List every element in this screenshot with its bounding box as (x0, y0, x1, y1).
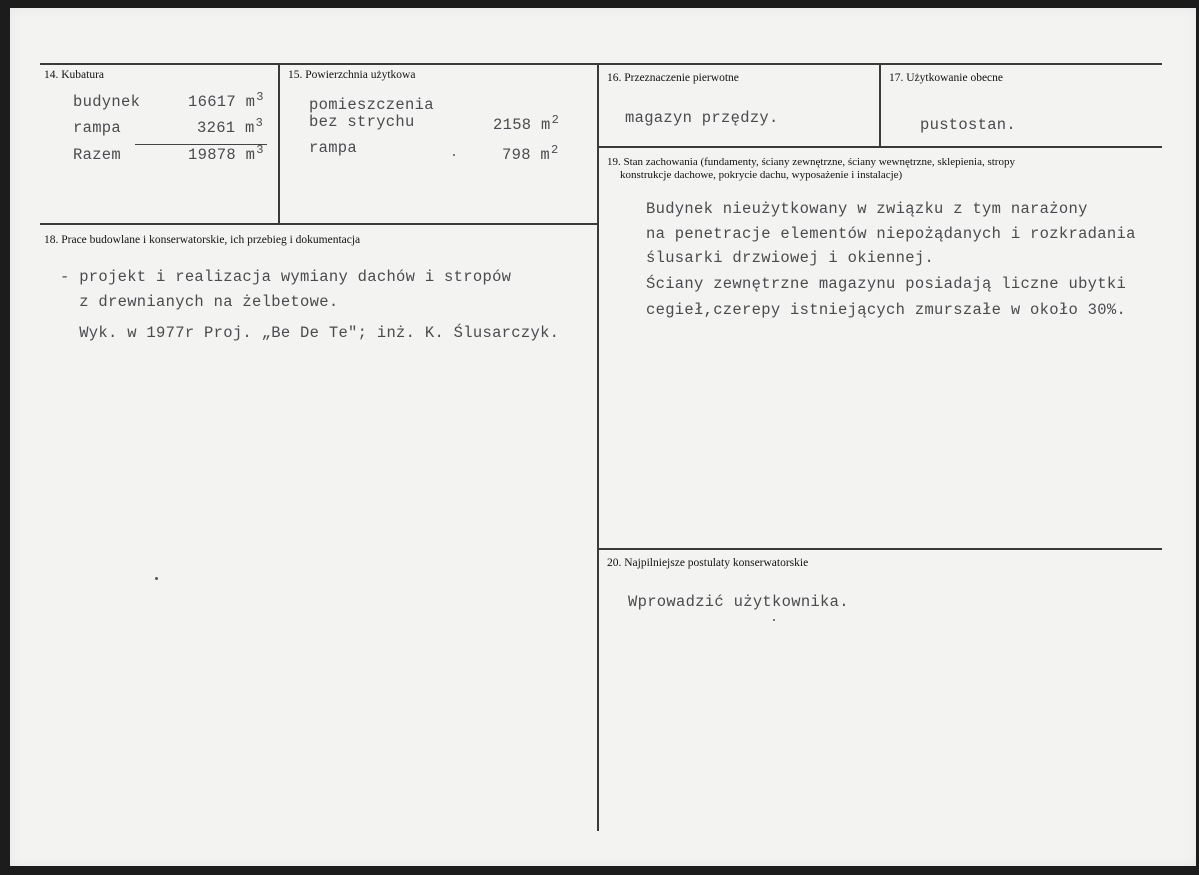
rule-v-14-15 (278, 63, 280, 223)
inventory-card (10, 8, 1196, 866)
area-exponent: 2 (551, 113, 560, 127)
area-value: 798 (502, 146, 531, 164)
condition-line-2: na penetracje elementów niepożądanych i rozkradania (646, 225, 1136, 243)
area-row-rooms (493, 113, 560, 134)
area-value: 2158 (493, 116, 532, 134)
current-use-text: pustostan. (920, 116, 1017, 134)
kubatura-exponent: 3 (255, 116, 264, 130)
works-line-3: Wyk. w 1977r Proj. „Be De Te"; inż. K. Ślusarczyk. (60, 324, 560, 342)
kubatura-row-budynek (188, 90, 264, 111)
area-label-line1: pomieszczenia (309, 96, 434, 114)
rule-v-left-right (597, 63, 599, 831)
area-exponent: 2 (551, 143, 559, 157)
area-label-line2: bez strychu (309, 113, 415, 131)
area-label-rampa: rampa (309, 139, 358, 157)
speck (155, 577, 158, 580)
section-18-header: 18. Prace budowlane i konserwatorskie, ich przebieg i dokumentacja (44, 234, 361, 246)
area-unit: m (540, 146, 551, 164)
section-15-header: 15. Powierzchnia użytkowa (288, 69, 416, 81)
kubatura-value: 19878 (188, 146, 237, 164)
rule-top (40, 63, 1162, 65)
kubatura-label-rampa: rampa (73, 119, 122, 137)
speck (773, 619, 775, 621)
section-19-header-line1: 19. Stan zachowania (fundamenty, ściany zewnętrzne, ściany wewnętrzne, sklepienia, stropy (607, 156, 1015, 168)
kubatura-exponent: 3 (256, 90, 264, 104)
section-20-header: 20. Najpilniejsze postulaty konserwatorskie (607, 557, 809, 569)
condition-line-3: ślusarki drzwiowej i okiennej. (646, 249, 935, 267)
condition-line-5: cegieł,czerepy istniejących zmurszałe w około 30%. (646, 301, 1127, 319)
rule-above-20 (597, 548, 1162, 550)
works-line-2: z drewnianych na żelbetowe. (60, 293, 339, 311)
section-16-header: 16. Przeznaczenie pierwotne (607, 72, 739, 84)
works-line-1: - projekt i realizacja wymiany dachów i stropów (60, 268, 512, 286)
condition-line-1: Budynek nieużytkowany w związku z tym narażony (646, 200, 1088, 218)
speck (453, 154, 455, 156)
section-14-header: 14. Kubatura (44, 69, 105, 81)
kubatura-unit: m (245, 119, 255, 137)
area-row-rampa (502, 143, 559, 164)
condition-line-4: Ściany zewnętrzne magazynu posiadają liczne ubytki (646, 275, 1127, 293)
kubatura-unit: m (245, 93, 256, 111)
rule-v-16-17 (879, 63, 881, 146)
kubatura-label-razem: Razem (73, 146, 122, 164)
kubatura-value: 16617 (188, 93, 237, 111)
postulates-text: Wprowadzić użytkownika. (628, 593, 849, 611)
rule-above-19 (597, 146, 1162, 148)
original-purpose-text: magazyn przędzy. (625, 109, 779, 127)
kubatura-exponent: 3 (256, 143, 264, 157)
kubatura-value: 3261 (197, 119, 236, 137)
area-unit: m (541, 116, 551, 134)
kubatura-unit: m (245, 146, 256, 164)
section-17-header: 17. Użytkowanie obecne (889, 72, 1004, 84)
section-19-header-line2: konstrukcje dachowe, pokrycie dachu, wyposażenie i instalacje) (620, 169, 903, 181)
kubatura-row-razem (188, 143, 264, 164)
rule-above-18 (40, 223, 598, 225)
kubatura-row-rampa (197, 116, 264, 137)
kubatura-label-budynek: budynek (73, 93, 141, 111)
